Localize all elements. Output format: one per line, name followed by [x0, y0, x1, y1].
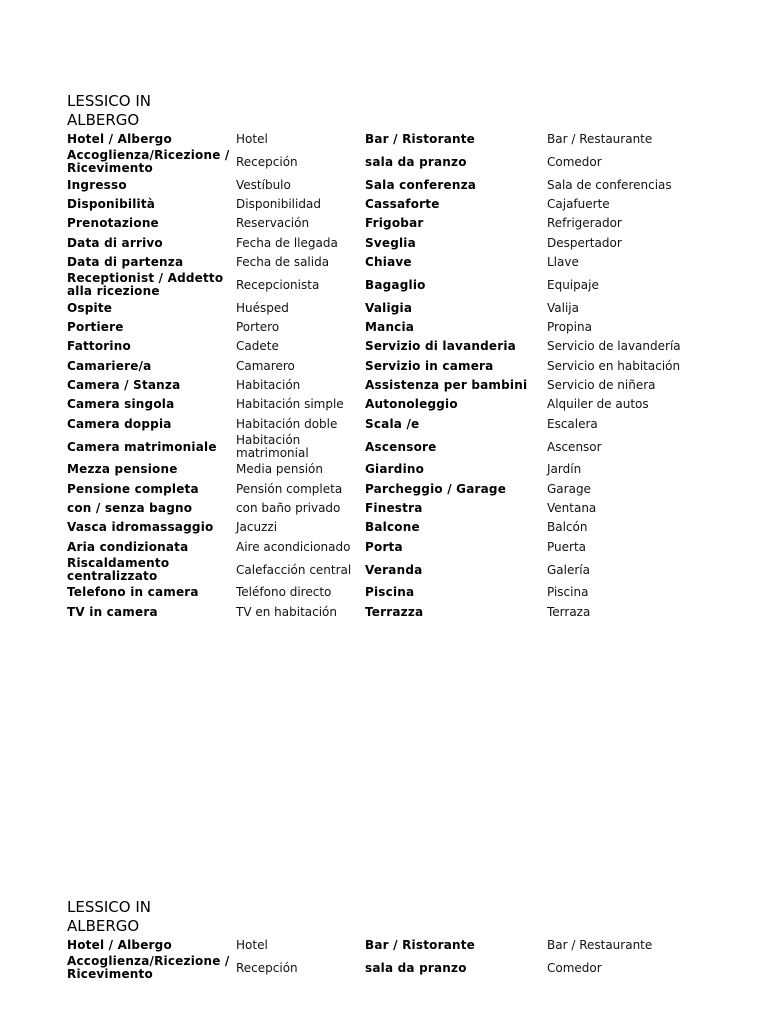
italian-term: Telefono in camera	[67, 585, 199, 600]
spanish-translation: Garage	[547, 481, 591, 496]
spanish-translation: Equipaje	[547, 277, 599, 292]
spanish-translation: Fecha de salida	[236, 255, 330, 270]
spanish-translation: Fecha de llegada	[236, 235, 338, 250]
italian-term: Valigia	[365, 300, 413, 315]
table-row	[67, 175, 707, 194]
italian-term: Porta	[365, 539, 403, 554]
italian-term: Hotel / Albergo	[67, 132, 172, 147]
italian-term: Parcheggio / Garage	[365, 481, 507, 496]
italian-term: Cassaforte	[365, 196, 440, 211]
spanish-translation: Cadete	[236, 339, 279, 354]
italian-term: Disponibilità	[67, 196, 156, 211]
table-row	[67, 376, 707, 395]
italian-term: Giardino	[365, 462, 425, 477]
table-row	[67, 479, 707, 498]
table-row	[67, 538, 707, 557]
italian-term: Vasca idromassaggio	[67, 520, 214, 535]
italian-term: Riscaldamento centralizzato	[67, 556, 170, 584]
italian-term: sala da pranzo	[365, 154, 467, 169]
italian-term: Pensione completa	[67, 481, 199, 496]
spanish-translation: Aire acondicionado	[236, 539, 351, 554]
spanish-translation: Despertador	[547, 235, 622, 250]
italian-term: Bar / Ristorante	[365, 132, 476, 147]
italian-term: Ospite	[67, 300, 113, 315]
table-row	[67, 499, 707, 518]
italian-term: TV in camera	[67, 604, 158, 619]
spanish-translation: Disponibilidad	[236, 196, 321, 211]
table-row	[67, 234, 707, 253]
spanish-translation: Comedor	[547, 960, 602, 975]
italian-term: Ascensore	[365, 439, 437, 454]
italian-term: Aria condizionata	[67, 539, 189, 554]
italian-term: Bagaglio	[365, 277, 426, 292]
spanish-translation: Bar / Restaurante	[547, 132, 653, 147]
spanish-translation: Galería	[547, 562, 590, 577]
table-row	[67, 318, 707, 337]
italian-term: Camariere/a	[67, 358, 152, 373]
vocabulary-table-body	[67, 130, 707, 622]
document-title: LESSICO IN ALBERGO	[67, 898, 151, 935]
italian-term: Data di partenza	[67, 255, 184, 270]
italian-term: Piscina	[365, 585, 415, 600]
table-row	[67, 460, 707, 479]
table-row	[67, 272, 707, 298]
document-title: LESSICO IN ALBERGO	[67, 92, 151, 129]
spanish-translation: Terraza	[547, 604, 591, 619]
spanish-translation: Camarero	[236, 358, 295, 373]
italian-term: Balcone	[365, 520, 420, 535]
table-row	[67, 557, 707, 583]
vocabulary-page-2	[67, 898, 707, 981]
vocabulary-table-body	[67, 936, 707, 981]
spanish-translation: Reservación	[236, 216, 310, 231]
italian-term: Camera / Stanza	[67, 378, 181, 393]
spanish-translation: Servicio de niñera	[547, 378, 656, 393]
table-row	[67, 518, 707, 537]
spanish-translation: Hotel	[236, 938, 268, 953]
spanish-translation: Media pensión	[236, 462, 323, 477]
spanish-translation: Balcón	[547, 520, 588, 535]
italian-term: Autonoleggio	[365, 397, 458, 412]
italian-term: Chiave	[365, 255, 412, 270]
italian-term: Camera singola	[67, 397, 175, 412]
spanish-translation: Alquiler de autos	[547, 397, 649, 412]
table-row	[67, 936, 707, 955]
table-row	[67, 602, 707, 621]
spanish-translation: Escalera	[547, 416, 598, 431]
table-row	[67, 583, 707, 602]
spanish-translation: Recepcionista	[236, 277, 320, 292]
table-row	[67, 195, 707, 214]
table-row	[67, 130, 707, 149]
spanish-translation: Portero	[236, 319, 280, 334]
italian-term: Fattorino	[67, 339, 131, 354]
italian-term: Mancia	[365, 319, 415, 334]
spanish-translation: Habitación	[236, 378, 301, 393]
spanish-translation: Cajafuerte	[547, 196, 610, 211]
italian-term: Prenotazione	[67, 216, 159, 231]
table-row	[67, 434, 707, 460]
spanish-translation: Piscina	[547, 585, 589, 600]
italian-term: Sala conferenza	[365, 177, 477, 192]
spanish-translation: Ascensor	[547, 439, 602, 454]
spanish-translation: Llave	[547, 255, 579, 270]
italian-term: Camera matrimoniale	[67, 439, 217, 454]
spanish-translation: Valija	[547, 300, 579, 315]
italian-term: Bar / Ristorante	[365, 938, 476, 953]
spanish-translation: Jardín	[547, 462, 582, 477]
vocabulary-page-1	[67, 92, 707, 622]
italian-term: Frigobar	[365, 216, 424, 231]
italian-term: Data di arrivo	[67, 235, 163, 250]
italian-term: Receptionist / Addetto alla ricezione	[67, 271, 224, 299]
table-row	[67, 298, 707, 317]
italian-term: Portiere	[67, 319, 124, 334]
table-row	[67, 214, 707, 233]
table-row	[67, 415, 707, 434]
spanish-translation: con baño privado	[236, 501, 341, 516]
table-row	[67, 149, 707, 175]
spanish-translation: Recepción	[236, 960, 298, 975]
spanish-translation: Puerta	[547, 539, 587, 554]
spanish-translation: Calefacción central	[236, 562, 352, 577]
italian-term: Servizio in camera	[365, 358, 494, 373]
italian-term: Sveglia	[365, 235, 416, 250]
spanish-translation: Ventana	[547, 501, 597, 516]
spanish-translation: Habitación matrimonial	[236, 433, 309, 461]
spanish-translation: Comedor	[547, 154, 602, 169]
italian-term: Veranda	[365, 562, 423, 577]
spanish-translation: Servicio en habitación	[547, 358, 681, 373]
italian-term: Mezza pensione	[67, 462, 178, 477]
spanish-translation: Servicio de lavandería	[547, 339, 681, 354]
italian-term: Hotel / Albergo	[67, 938, 172, 953]
italian-term: Camera doppia	[67, 416, 172, 431]
spanish-translation: Huésped	[236, 300, 289, 315]
italian-term: con / senza bagno	[67, 501, 193, 516]
italian-term: Finestra	[365, 501, 423, 516]
spanish-translation: Vestíbulo	[236, 177, 291, 192]
italian-term: Scala /e	[365, 416, 420, 431]
table-row	[67, 337, 707, 356]
italian-term: Assistenza per bambini	[365, 378, 528, 393]
vocabulary-table	[67, 130, 707, 622]
italian-term: sala da pranzo	[365, 960, 467, 975]
italian-term: Ingresso	[67, 177, 127, 192]
spanish-translation: Sala de conferencias	[547, 177, 672, 192]
spanish-translation: TV en habitación	[236, 604, 338, 619]
spanish-translation: Hotel	[236, 132, 268, 147]
table-row	[67, 253, 707, 272]
spanish-translation: Habitación simple	[236, 397, 344, 412]
table-row	[67, 357, 707, 376]
table-row	[67, 395, 707, 414]
spanish-translation: Recepción	[236, 154, 298, 169]
spanish-translation: Teléfono directo	[236, 585, 332, 600]
spanish-translation: Refrigerador	[547, 216, 622, 231]
italian-term: Accoglienza/Ricezione / Ricevimento	[67, 954, 230, 982]
italian-term: Servizio di lavanderia	[365, 339, 516, 354]
spanish-translation: Bar / Restaurante	[547, 938, 653, 953]
table-row	[67, 955, 707, 981]
vocabulary-table	[67, 936, 707, 981]
spanish-translation: Propina	[547, 319, 592, 334]
spanish-translation: Jacuzzi	[236, 520, 278, 535]
italian-term: Terrazza	[365, 604, 424, 619]
italian-term: Accoglienza/Ricezione / Ricevimento	[67, 148, 230, 176]
spanish-translation: Pensión completa	[236, 481, 343, 496]
spanish-translation: Habitación doble	[236, 416, 338, 431]
